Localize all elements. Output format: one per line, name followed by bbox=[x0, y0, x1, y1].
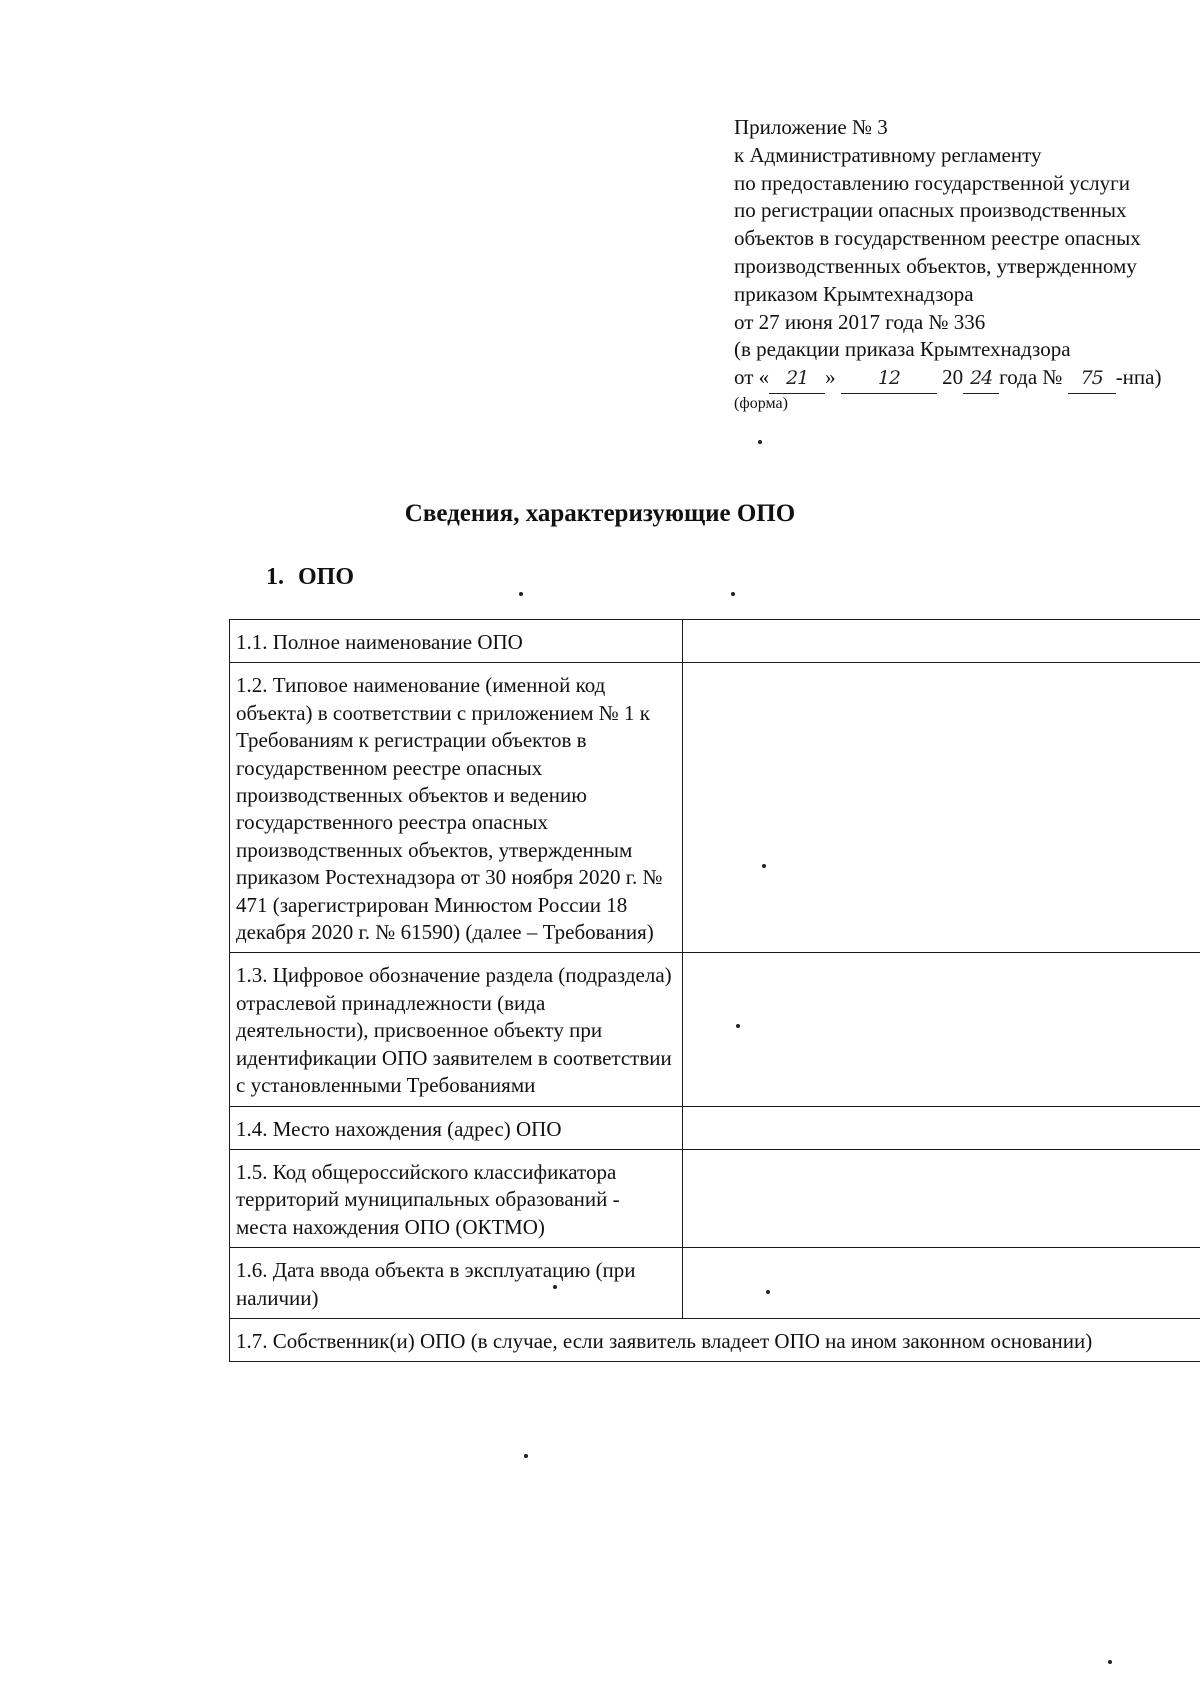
month-field bbox=[841, 364, 937, 394]
scan-speck bbox=[524, 1454, 528, 1458]
row-value-field[interactable] bbox=[683, 1106, 1200, 1149]
table-row bbox=[230, 953, 1200, 1106]
number-field bbox=[1068, 364, 1116, 394]
table-row bbox=[230, 1106, 1200, 1149]
day-handwritten: 21 bbox=[786, 367, 809, 390]
scan-speck bbox=[553, 1285, 557, 1289]
table-row-full bbox=[230, 1318, 1200, 1361]
appendix-number: Приложение № 3 bbox=[734, 115, 888, 139]
scan-speck bbox=[731, 592, 735, 596]
header-line: от 27 июня 2017 года № 336 bbox=[734, 309, 986, 334]
header-line: объектов в государственном реестре опасных bbox=[734, 226, 1141, 251]
scan-speck bbox=[766, 1290, 770, 1294]
year-field bbox=[963, 364, 999, 394]
table-row bbox=[230, 1248, 1200, 1319]
section-number: 1. bbox=[266, 564, 284, 590]
row-label: 1.5. Код общероссийского классификатора территорий муниципальных образований - места нахождения ОПО (ОКТМО) bbox=[230, 1149, 683, 1247]
number-handwritten: 75 bbox=[1080, 367, 1103, 390]
day-field bbox=[769, 364, 825, 394]
section-title: ОПО bbox=[298, 564, 355, 590]
row-label: 1.6. Дата ввода объекта в эксплуатацию (при наличии) bbox=[230, 1248, 683, 1319]
header-line: к Административному регламенту bbox=[734, 142, 1042, 167]
header-line: приказом Крымтехнадзора bbox=[734, 281, 974, 306]
month-handwritten: 12 bbox=[877, 367, 900, 390]
row-label-full[interactable]: 1.7. Собственник(и) ОПО (в случае, если заявитель владеет ОПО на ином законном основании) bbox=[230, 1318, 1200, 1361]
scan-speck bbox=[758, 440, 762, 444]
row-value-field[interactable] bbox=[683, 953, 1200, 1106]
table-row bbox=[230, 663, 1200, 953]
header-line: (в редакции приказа Крымтехнадзора bbox=[734, 337, 1071, 362]
scan-speck bbox=[519, 592, 523, 596]
table-row bbox=[230, 1149, 1200, 1247]
section-heading bbox=[266, 564, 354, 591]
scan-speck bbox=[1108, 1660, 1112, 1664]
scan-speck bbox=[736, 1024, 740, 1028]
row-value-field[interactable] bbox=[683, 620, 1200, 663]
form-label: (форма) bbox=[734, 394, 788, 412]
document-title: Сведения, характеризующие ОПО bbox=[404, 500, 796, 527]
edition-date-line: от « 21 » 12 20 24 года № 75 -нпа) bbox=[734, 364, 1200, 394]
row-label: 1.2. Типовое наименование (именной код объекта) в соответствии с приложением № 1 к Требованиям к регистрации объектов в государственном реестре опасных производственных объектов и ведению государственного реестра опасных производственных объектов, утвержденным приказом Ростехнадзора от 30 ноября 2020 г. № 471 (зарегистрирован Минюстом России 18 декабря 2020 г. № 61590) (далее – Требования) bbox=[230, 663, 683, 953]
row-label: 1.1. Полное наименование ОПО bbox=[230, 620, 683, 663]
row-value-field[interactable] bbox=[683, 663, 1200, 953]
opo-info-table bbox=[229, 619, 1200, 1362]
row-value-field[interactable] bbox=[683, 1248, 1200, 1319]
header-line: производственных объектов, утвержденному bbox=[734, 253, 1137, 278]
table-row bbox=[230, 620, 1200, 663]
header-line: по регистрации опасных производственных bbox=[734, 198, 1127, 223]
header-line: по предоставлению государственной услуги bbox=[734, 170, 1130, 195]
year-handwritten: 24 bbox=[970, 367, 993, 390]
appendix-header bbox=[734, 114, 1200, 414]
row-label: 1.3. Цифровое обозначение раздела (подраздела) отраслевой принадлежности (вида деятельности), присвоенное объекту при идентификации ОПО заявителем в соответствии с установленными Требованиями bbox=[230, 953, 683, 1106]
row-value-field[interactable] bbox=[683, 1149, 1200, 1247]
scan-speck bbox=[762, 864, 766, 868]
row-label: 1.4. Место нахождения (адрес) ОПО bbox=[230, 1106, 683, 1149]
